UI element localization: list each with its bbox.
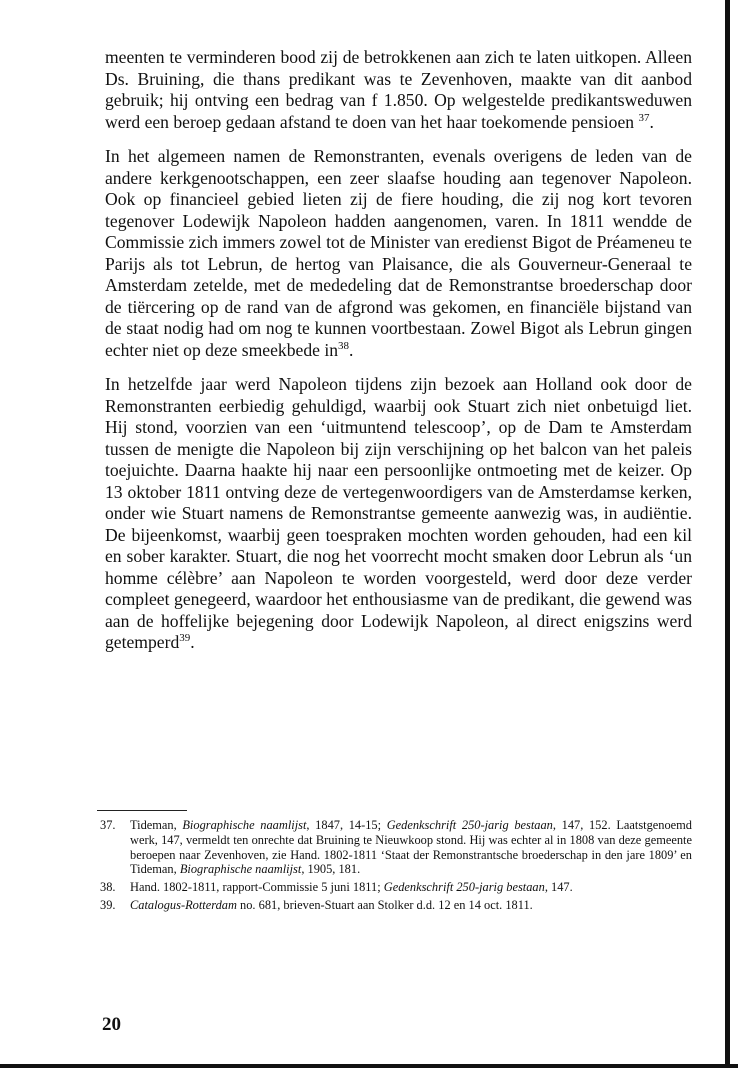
paragraph-2-text: In het algemeen namen de Remonstranten, evenals overigens de leden van de andere kerkgenootschappen, een zeer slaafse houding aan tegenover Napoleon. Ook op financieel gebied lieten zij de fiere houding, die zij nog kort tevoren tegenover Lodewijk Napoleon hadden aangenomen, varen. In 1811 wendde de Commissie zich immers zowel tot de Minister van eredienst Bigot de Préameneu te Parijs als tot Lebrun, de hertog van Plaisance, die als Gouverneur-Generaal te Amsterdam zetelde, met de mededeling dat de Remonstrantse broederschap door de tiërcering op de rand van de afgrond was gekomen, en financiële bijstand van de staat nodig had om nog te kunnen voortbestaan. Zowel Bigot als Lebrun gingen echter niet op deze smeekbede in xyxy=(105,146,692,360)
paragraph-2-end: . xyxy=(349,339,354,360)
footnote-39 xyxy=(100,898,692,913)
paragraph-1-text: meenten te verminderen bood zij de betrokkenen aan zich te laten uitkopen. Alleen Ds. Bruining, die thans predikant was te Zevenhoven, maakte van dit aanbod gebruik; hij ontving een bedrag van f 1.850. Op welgestelde predikantsweduwen werd een beroep gedaan afstand te doen van het haar toekomende pensioen xyxy=(105,47,692,132)
body-text xyxy=(105,47,692,667)
footnote-number: 39. xyxy=(100,897,116,912)
paragraph-1-end: . xyxy=(649,111,654,132)
footnote-ref-38[interactable]: 38 xyxy=(338,339,350,352)
page-number: 20 xyxy=(102,1014,121,1035)
footnote-37 xyxy=(100,818,692,877)
footnote-ref-37[interactable]: 37 xyxy=(638,111,650,124)
paragraph-1 xyxy=(105,47,692,133)
footnote-38 xyxy=(100,880,692,895)
page-edge-bottom xyxy=(0,1064,738,1068)
footnote-text: Tideman, Biographische naamlijst, 1847, 14-15; Gedenkschrift 250-jarig bestaan, 147, 152. Laatstgenoemd werk, 147, vermeldt ten onrechte dat Bruining te Nieuwkoop stond. Hij was echter al in 1808 van deze gemeente beroepen naar Zevenhoven, zie Hand. 1802-1811 ‘Staat der Remonstrantsche broederschap in den jare 1809’ en Tideman, Biographische naamlijst, 1905, 181. xyxy=(130,818,693,877)
footnote-separator xyxy=(97,810,187,811)
footnotes xyxy=(100,818,692,916)
footnote-text: Catalogus-Rotterdam no. 681, brieven-Stuart aan Stolker d.d. 12 en 14 oct. 1811. xyxy=(130,897,533,912)
paragraph-3 xyxy=(105,374,692,654)
paragraph-2 xyxy=(105,146,692,361)
page-edge-right xyxy=(725,0,730,1068)
footnote-number: 38. xyxy=(100,880,116,895)
footnote-text: Hand. 1802-1811, rapport-Commissie 5 juni 1811; Gedenkschrift 250-jarig bestaan, 147. xyxy=(130,880,573,895)
paragraph-3-end: . xyxy=(190,632,195,652)
footnote-ref-39[interactable]: 39 xyxy=(179,632,191,645)
paragraph-3-text: In hetzelfde jaar werd Napoleon tijdens zijn bezoek aan Holland ook door de Remonstranten eerbiedig gehuldigd, waarbij ook Stuart zich niet onbetuigd liet. Hij stond, voorzien van een ‘uitmuntend telescoop’, op de Dam te Amsterdam tussen de menigte die Napoleon bij zijn verschijning op het balcon van het paleis toejuichte. Daarna haakte hij naar een persoonlijke ontmoeting met de keizer. Op 13 oktober 1811 ontving deze de vertegenwoordigers van de Amsterdamse kerken, onder wie Stuart namens de Remonstrantse gemeente aanwezig was, in audiëntie. De bijeenkomst, waarbij geen toespraken mochten worden gehouden, had een kil en sober karakter. Stuart, die nog het voorrecht mocht smaken door Lebrun als ‘un homme célèbre’ aan Napoleon te worden voorgesteld, werd door deze verder compleet genegeerd, waardoor het enthousiasme van de predikant, die gewend was aan de hoffelijke bejegening door Lodewijk Napoleon, al direct enigszins werd getemperd xyxy=(105,374,692,652)
footnote-number: 37. xyxy=(100,818,116,832)
